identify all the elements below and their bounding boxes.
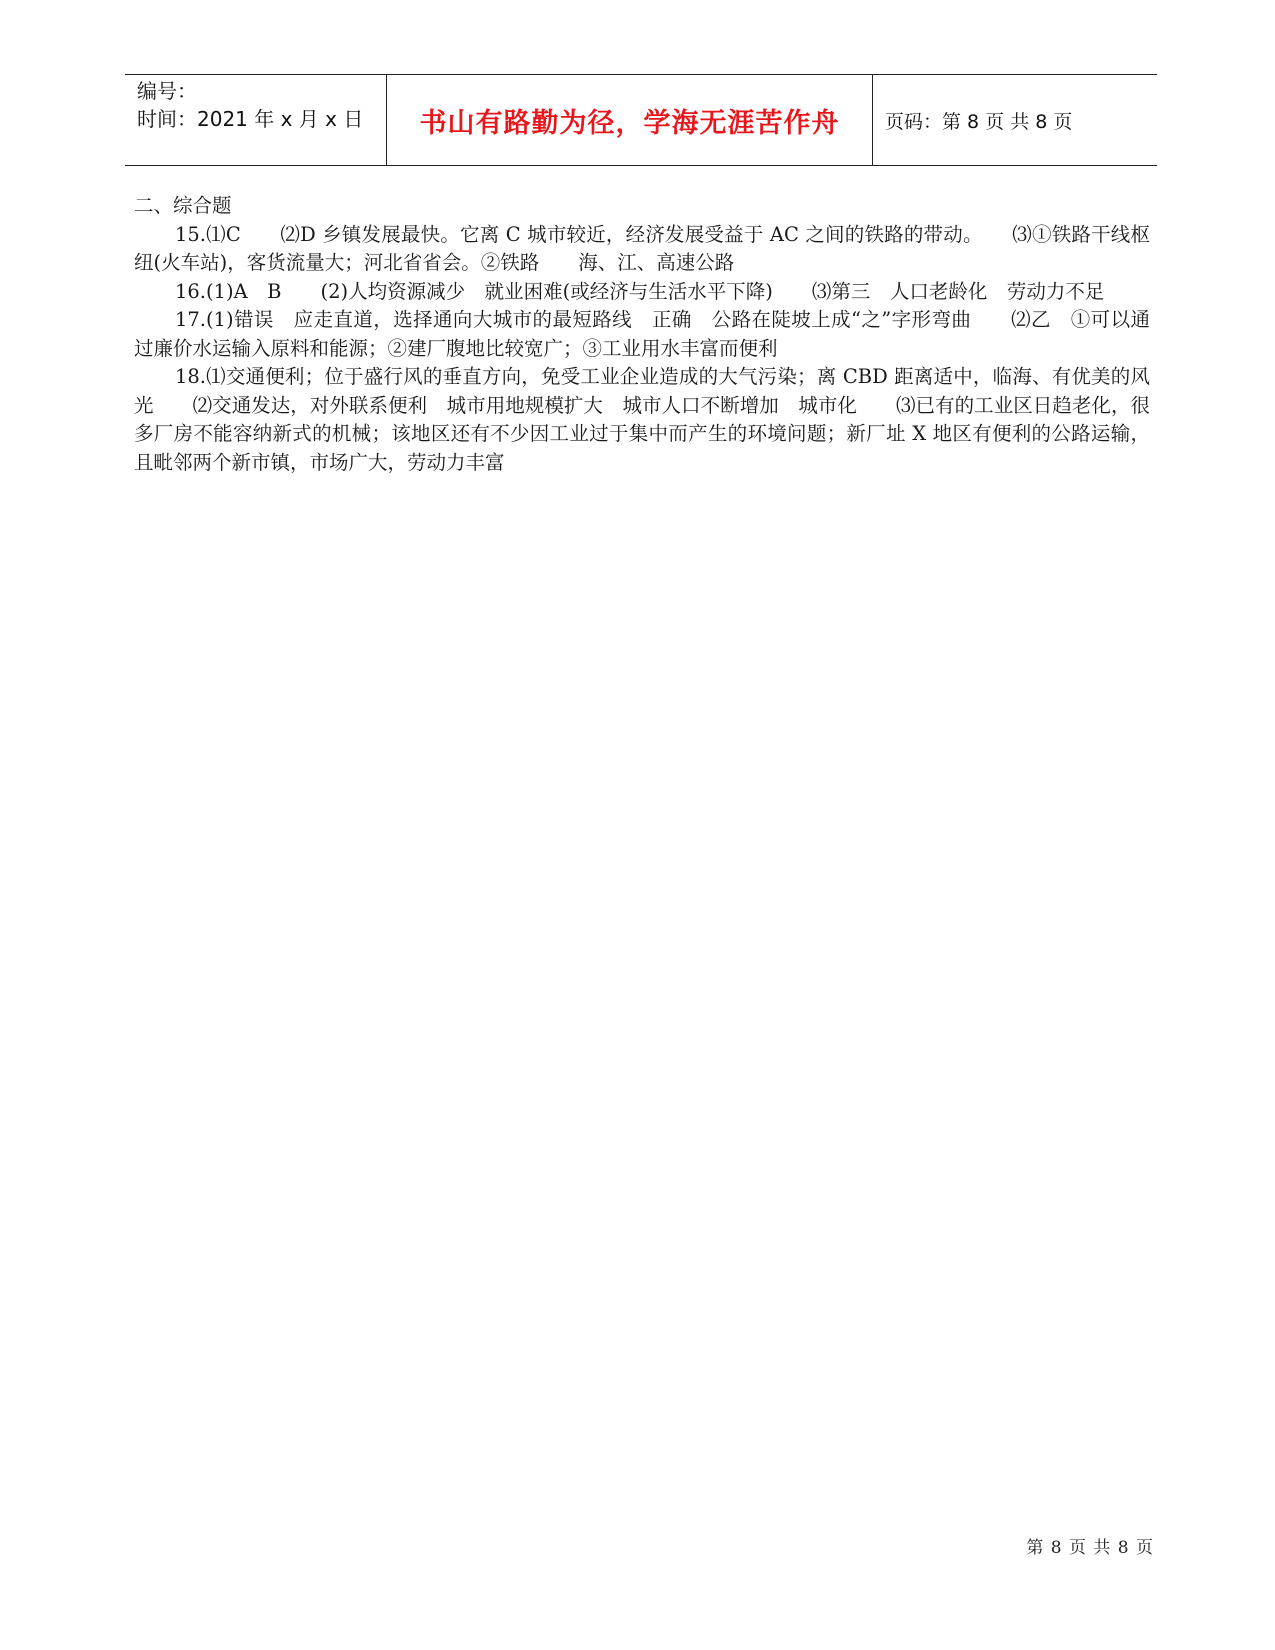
document-time-label: 时间：2021 年 x 月 x 日: [137, 107, 364, 131]
answer-paragraph-16: 16.(1)A B (2)人均资源减少 就业困难(或经济与生活水平下降) ⑶第三 人口老龄化 劳动力不足: [174, 279, 1105, 303]
header-motto: 书山有路勤为径，学海无涯苦作舟: [419, 107, 840, 139]
document-number-label: 编号：: [137, 79, 197, 103]
header-page-code: 页码：第 8 页 共 8 页: [885, 110, 1073, 133]
answer-paragraph-18: 18.⑴交通便利；位于盛行风的垂直方向，免受工业企业造成的大气污染；离 CBD 距离适中，临海、有优美的风光 ⑵交通发达，对外联系便利 城市用地规模扩大 城市人口不断增加 城市化 ⑶已有的工业区日趋老化，很多厂房不能容纳新式的机械；该地区还有不少因工业过于集中而产生的环境问题；新厂址 X 地区有便利的公路运输，且毗邻两个新市镇，市场广大，劳动力丰富: [134, 365, 1150, 474]
answer-paragraph-17: 17.(1)错误 应走直道，选择通向大城市的最短路线 正确 公路在陡坡上成“之”字形弯曲 ⑵乙 ①可以通过廉价水运输入原料和能源；②建厂腹地比较宽广；③工业用水丰富而便利: [134, 308, 1150, 360]
header-meta-cell: [125, 75, 387, 165]
document-body: [134, 192, 1150, 477]
header-page-cell: [873, 75, 1157, 165]
answer-paragraph-15: 15.⑴C ⑵D 乡镇发展最快。它离 C 城市较近，经济发展受益于 AC 之间的铁路的带动。 ⑶①铁路干线枢纽(火车站)，客货流量大；河北省省会。②铁路 海、江、高速公路: [134, 222, 1150, 274]
section-title: 二、综合题: [134, 194, 232, 217]
header-motto-cell: [387, 75, 873, 165]
page-header: [125, 74, 1157, 166]
page-footer-number: 第 8 页 共 8 页: [1026, 1538, 1154, 1558]
